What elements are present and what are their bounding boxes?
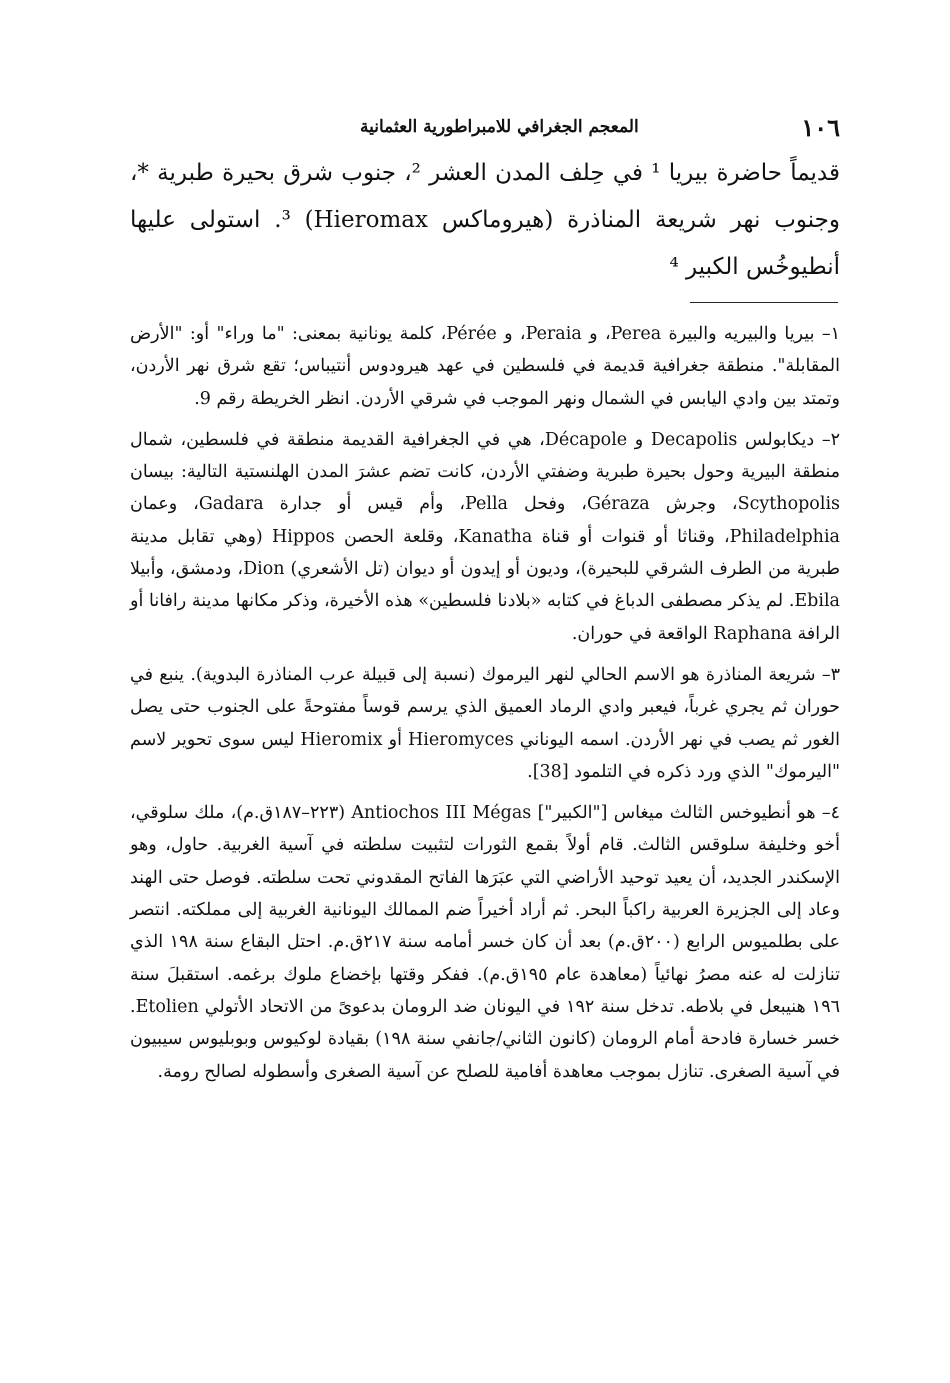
main-body-text bbox=[130, 150, 840, 291]
footnote-2: ٢– ديكابولس Decapolis و Décapole، هي في الجغرافية القديمة منطقة في فلسطين، شمال منطقة البيرية وحول بحيرة طبرية وضفتي الأردن، كانت تضم عشرَ المدن الهلنستية التالية: بيسان Scythopolis، وجرش Géraza، وفحل Pella، وأم قيس أو جدارة Gadara، وعمان Philadelphia، وقناثا أو قنوات أو قناة Kanatha، وقلعة الحصن Hippos (وهي تقابل مدينة طبرية من الطرف الشرقي للبحيرة)، وديون أو إيدون أو ديوان (تل الأشعري) Dion، ودمشق، وأبيلا Ebila. لم يذكر مصطفى الدباغ في كتابه «بلادنا فلسطين» هذه الأخيرة، وذكر مكانها مدينة رافانا أو الرافة Raphana الواقعة في حوران. bbox=[130, 429, 841, 644]
page-header bbox=[130, 112, 840, 142]
page-number: ١٠٦ bbox=[801, 112, 840, 142]
footnotes bbox=[130, 318, 840, 1097]
footnote-4: ٤– هو أنطيوخس الثالث ميغاس ["الكبير"] Antiochos III Mégas (٢٢٣–١٨٧ق.م)، ملك سلوقي، أخو وخليفة سلوقس الثالث. قام أولاً بقمع الثورات لتثبيت سلطته في آسية الغربية. حاول، وهو الإسكندر الجديد، أن يعيد توحيد الأراضي التي عبَرَها الفاتح المقدوني تحت سلطته. فوصل حتى الهند وعاد إلى الجزيرة العربية راكباً البحر. ثم أراد أخيراً ضم الممالك اليونانية الغربية إلى مملكته. انتصر على بطلميوس الرابع (٢٠٠ق.م) بعد أن كان خسر أمامه سنة ٢١٧ق.م. احتل البقاع سنة ١٩٨ الذي تنازلت له عنه مصرُ نهائياً (معاهدة عام ١٩٥ق.م). ففكر وقتها بإخضاع ملوك برغمه. استقبلَ سنة ١٩٦ هنيبعل في بلاطه. تدخل سنة ١٩٢ في اليونان ضد الرومان بدعوىً من الاتحاد الأتولي Etolien. خسر خسارة فادحة أمام الرومان (كانون الثاني/جانفي سنة ١٩٨) بقيادة لوكيوس وبوبليوس سيبيون في آسية الصغرى. تنازل بموجب معاهدة أفامية للصلح عن آسية الصغرى وأسطوله لصالح رومة. bbox=[130, 803, 841, 1082]
main-paragraph: قديماً حاضرة بيريا ¹ في حِلف المدن العشر ²، جنوب شرق بحيرة طبرية *، وجنوب نهر شريعة المناذرة (هيروماكس Hieromax) ³. استولى عليها أنطيوخُس الكبير ⁴ bbox=[130, 160, 840, 280]
running-title: المعجم الجغرافي للامبراطورية العثمانية bbox=[360, 117, 639, 137]
footnote-3: ٣– شريعة المناذرة هو الاسم الحالي لنهر اليرموك (نسبة إلى قبيلة عرب المناذرة البدوية). ينبع في حوران ثم يجري غرباً، فيعبر وادي الرماد العميق الذي يرسم قوساً مفتوحةً على الجنوب حتى يصل الغور ثم يصب في نهر الأردن. اسمه اليوناني Hieromyces أو Hieromix ليس سوى تحوير لاسم "اليرموك" الذي ورد ذكره في التلمود [38]. bbox=[130, 664, 840, 782]
footnote-1: ١– بيريا والبيريه والبيرة Perea، و Peraia، و Pérée، كلمة يونانية بمعنى: "ما وراء" أو: "الأرض المقابلة". منطقة جغرافية قديمة في فلسطين في عهد هيرودوس أنتيباس؛ تقع شرق نهر الأردن، وتمتد بين وادي اليابس في الشمال ونهر الموجب في شرقي الأردن. انظر الخريطة رقم 9. bbox=[130, 324, 840, 409]
footnote-separator bbox=[690, 302, 838, 303]
